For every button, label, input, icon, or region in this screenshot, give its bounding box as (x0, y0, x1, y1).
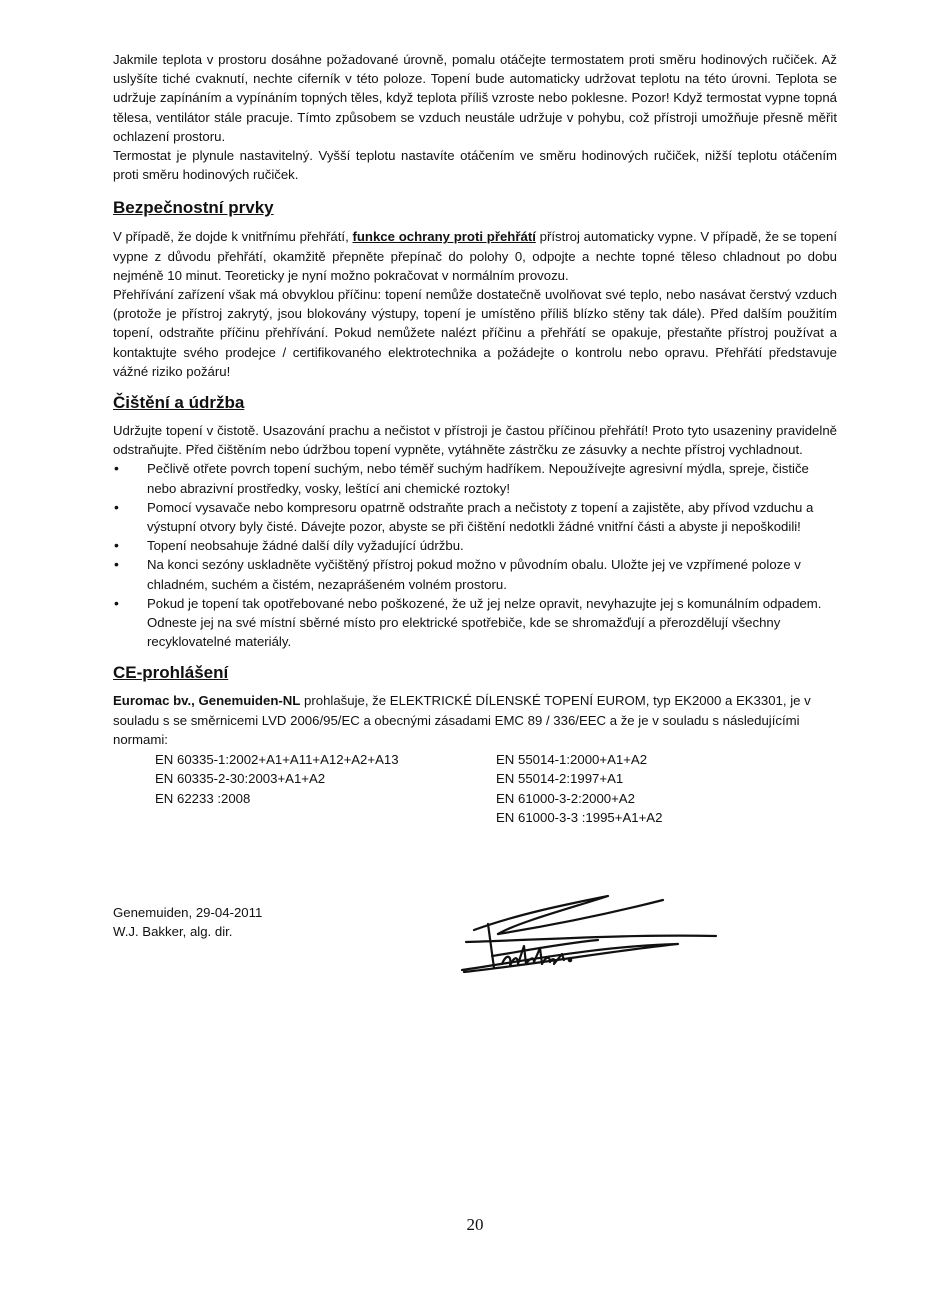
signature-block (113, 903, 262, 941)
handwritten-signature (458, 884, 720, 980)
norms-right-column (496, 750, 837, 827)
norms-left-column (155, 750, 496, 827)
place-date: Genemuiden, 29-04-2011 (113, 905, 263, 920)
company-name: Euromac bv., Genemuiden-NL (113, 693, 301, 709)
safety-heading: Bezpečnostní prvky (113, 198, 274, 218)
list-item (113, 536, 837, 555)
ce-declaration (113, 691, 837, 749)
page-number: 20 (466, 1215, 484, 1234)
intro-paragraph-2: Termostat je plynule nastavitelný. Vyšší teplotu nastavíte otáčením ve směru hodinových ručiček, nižší teplotu otáčením proti směru hodinových ručiček. (113, 148, 837, 183)
document-body (113, 50, 837, 827)
safety-text-after: přístroj automaticky vypne. V případě, že se topení vypne z důvodu přehřátí, okamžitě přepněte přepínač do polohy 0, odpojte a nechte topné těleso chladnout po dobu nejméně 10 minut. Teoreticky je nyní možno pokračovat v normálním provozu. (113, 229, 837, 283)
list-item (113, 594, 837, 652)
norm-item: EN 55014-1:2000+A1+A2 (496, 752, 648, 768)
norm-item: EN 61000-3-3 :1995+A1+A2 (496, 809, 663, 825)
bullet-icon: • (114, 594, 119, 611)
overheat-protection-highlight: funkce ochrany proti přehřátí (352, 229, 536, 245)
norm-item: EN 61000-3-2:2000+A2 (496, 790, 635, 806)
list-item-text: Pečlivě otřete povrch topení suchým, nebo téměř suchým hadříkem. Nepoužívejte agresivní mýdla, spreje, čističe nebo abrazivní prostředky, vosky, leštící ani chemické roztoky! (147, 461, 809, 496)
norm-item: EN 60335-1:2002+A1+A11+A12+A2+A13 (155, 752, 399, 768)
safety-paragraph-1 (113, 227, 837, 285)
cleaning-bullet-list (113, 459, 837, 651)
cleaning-intro: Udržujte topení v čistotě. Usazování prachu a nečistot v přístroji je častou příčinou přehřátí! Proto tyto usazeniny pravidelně odstraňujte. Před čištěním nebo údržbou topení vypněte, vytáhněte zástrčku ze zásuvky a nechte přístroj vychladnout. (113, 423, 837, 458)
cleaning-heading: Čištění a údržba (113, 393, 245, 413)
list-item-text: Na konci sezóny uskladněte vyčištěný přístroj pokud možno v původním obalu. Uložte jej ve vzpřímené poloze v chladném, suchém a čistém, nezaprášeném volném prostoru. (147, 557, 801, 592)
bullet-icon: • (114, 537, 119, 554)
declaration-text: prohlašuje, že ELEKTRICKÉ DÍLENSKÉ TOPENÍ EUROM, typ EK2000 a EK3301, je v souladu s se směrnicemi LVD 2006/95/EC a obecnými zásadami EMC 89 / 336/EEC a že je v souladu s následujícími normami: (113, 693, 811, 747)
list-item-text: Pomocí vysavače nebo kompresoru opatrně odstraňte prach a nečistoty z topení a zajistěte, aby přívod vzduchu a výstupní otvory byly čisté. Dávejte pozor, abyste se při čištění nedotkli žádné vnitřní části a abyste ji nepoškodili! (147, 499, 814, 535)
bullet-icon: • (114, 460, 119, 477)
list-item (113, 555, 837, 593)
intro-paragraph-1: Jakmile teplota v prostoru dosáhne požadované úrovně, pomalu otáčejte termostatem proti směru hodinových ručiček. Až uslyšíte tiché cvaknutí, nechte ciferník v této poloze. Topení bude automaticky udržovat teplotu na této úrovni. Teplota se udržuje zapínáním a vypínáním topných těles, když teplota příliš vzroste nebo poklesne. Pozor! Když termostat vypne topná tělesa, ventilátor stále pracuje. Tímto způsobem se vzduch neustále udržuje v pohybu, což přístroji umožňuje přesně měřit ochlazení prostoru. (113, 52, 837, 144)
safety-text-before: V případě, že dojde k vnitřnímu přehřátí, (113, 229, 353, 245)
list-item-text: Pokud je topení tak opotřebované nebo poškozené, že už jej nelze opravit, nevyhazujte jej s komunálním odpadem. Odneste jej na své místní sběrné místo pro elektrické spotřebiče, kde se shromažďují a přerozdělují všechny recyklovatelné materiály. (147, 595, 822, 650)
norm-item: EN 60335-2-30:2003+A1+A2 (155, 771, 326, 787)
bullet-icon: • (114, 556, 119, 573)
norm-item: EN 62233 :2008 (155, 790, 251, 806)
list-item (113, 459, 837, 497)
list-item-text: Topení neobsahuje žádné další díly vyžadující údržbu. (147, 538, 464, 554)
norm-item: EN 55014-2:1997+A1 (496, 771, 624, 787)
safety-paragraph-2: Přehřívání zařízení však má obvyklou příčinu: topení nemůže dostatečně uvolňovat své teplo, nebo nasávat čerstvý vzduch (protože je přístroj zakrytý, jsou blokovány výstupy, topení je umístěno příliš blízko stěny tak dále). Před dalším použitím topení, odstraňte příčinu přehřívání. Pokud nemůžete nalézt příčinu a přehřátí se opakuje, přestaňte přístroj používat a kontaktujte svého prodejce / certifikovaného elektrotechnika a požádejte o kontrolu nebo opravu. Přehřátí představuje vážné riziko požáru! (113, 287, 837, 379)
signer-name: W.J. Bakker, alg. dir. (113, 924, 233, 940)
bullet-icon: • (114, 498, 119, 515)
list-item (113, 498, 837, 536)
norms-list (155, 750, 837, 827)
ce-heading: CE-prohlášení (113, 663, 229, 683)
